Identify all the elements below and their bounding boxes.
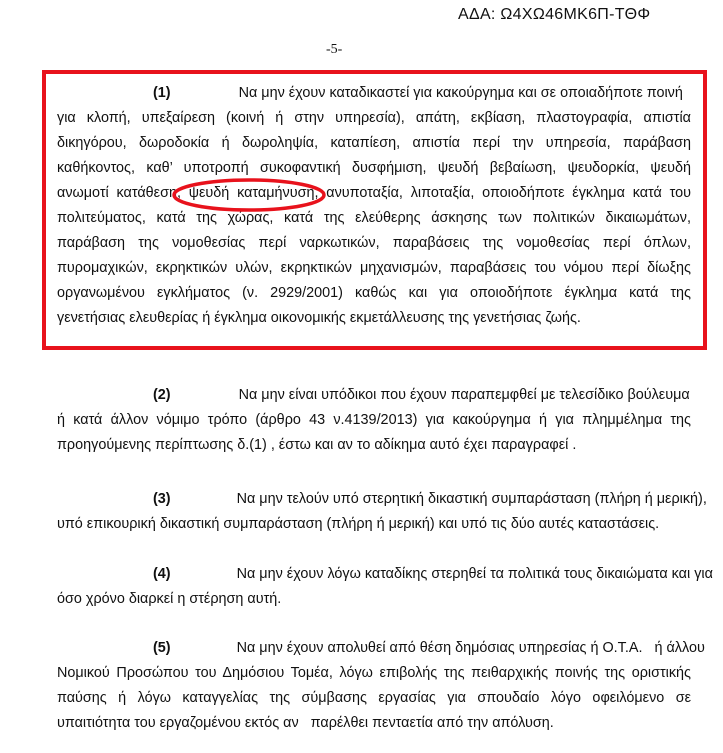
paragraph-2 bbox=[57, 383, 691, 458]
paragraph-line: γενετήσιας ελευθερίας ή έγκλημα οικονομικής εκμετάλλευσης της γενετήσιας ζωής. bbox=[57, 310, 581, 326]
paragraph-text: Να μην είναι υπόδικοι που έχουν παραπεμφθεί με τελεσίδικο βούλευμα bbox=[238, 387, 690, 403]
paragraph-line: προηγούμενης περίπτωσης δ.(1) , έστω και αν το αδίκημα αυτό έχει παραγραφεί . bbox=[57, 437, 577, 453]
paragraph-number: (5) bbox=[153, 640, 171, 656]
paragraph-line: ή κατά άλλον νόμιμο τρόπο (άρθρο 43 ν.4139/2013) για κακούργημα ή για πλημμέλημα της bbox=[57, 412, 691, 428]
paragraph-line: καθήκοντος, καθ’ υποτροπή συκοφαντική δυσφήμιση, ψευδή βεβαίωση, ψευδορκία, ψευδή bbox=[57, 160, 691, 176]
page-number: -5- bbox=[326, 42, 343, 57]
paragraph-line: ανωμοτί κατάθεση, ψευδή καταμήνυση, ανυποταξία, λιποταξία, οποιοδήποτε έγκλημα κατά του bbox=[57, 185, 691, 201]
paragraph-line bbox=[57, 383, 691, 408]
paragraph-line: οργανωμένου εγκλήματος (ν. 2929/2001) καθώς και για οποιοδήποτε έγκλημα κατά της bbox=[57, 285, 691, 301]
paragraph-3 bbox=[57, 487, 707, 537]
paragraph-1 bbox=[57, 81, 691, 331]
paragraph-line: υπαιτιότητα του εργαζομένου εκτός αν παρέλθει πενταετία από την απόλυση. bbox=[57, 715, 554, 731]
paragraph-4 bbox=[57, 562, 713, 612]
paragraph-line: για κλοπή, υπεξαίρεση (κοινή ή στην υπηρεσία), απάτη, εκβίαση, πλαστογραφία, απιστία bbox=[57, 110, 691, 126]
paragraph-text: Να μην έχουν καταδικαστεί για κακούργημα και σε οποιαδήποτε ποινή bbox=[238, 85, 683, 101]
paragraph-line bbox=[57, 487, 707, 512]
paragraph-line: παράβαση της νομοθεσίας περί ναρκωτικών, παραβάσεις της νομοθεσίας περί όπλων, bbox=[57, 235, 691, 251]
paragraph-line bbox=[57, 562, 713, 587]
paragraph-number: (3) bbox=[153, 491, 171, 507]
paragraph-number: (1) bbox=[153, 85, 171, 101]
paragraph-text: Να μην έχουν απολυθεί από θέση δημόσιας υπηρεσίας ή Ο.Τ.Α. ή άλλου bbox=[236, 640, 705, 656]
paragraph-line bbox=[57, 81, 691, 106]
paragraph-line: όσο χρόνο διαρκεί η στέρηση αυτή. bbox=[57, 591, 282, 607]
paragraph-number: (4) bbox=[153, 566, 171, 582]
paragraph-line: πολιτεύματος, κατά της χώρας, κατά της ελεύθερης άσκησης των πολιτικών δικαιωμάτων, bbox=[57, 210, 691, 226]
paragraph-line: υπό επικουρική δικαστική συμπαράσταση (πλήρη ή μερική) και υπό τις δύο αυτές καταστάσεις. bbox=[57, 516, 660, 532]
paragraph-line: πυρομαχικών, εκρηκτικών υλών, εκρηκτικών μηχανισμών, παραβάσεις του νόμου περί δίωξης bbox=[57, 260, 691, 276]
paragraph-line: Νομικού Προσώπου του Δημόσιου Τομέα, λόγω επιβολής της πειθαρχικής ποινής της οριστικής bbox=[57, 665, 691, 681]
ada-code: ΑΔΑ: Ω4ΧΩ46ΜΚ6Π-ΤΘΦ bbox=[458, 6, 651, 23]
paragraph-text: Να μην τελούν υπό στερητική δικαστική συμπαράσταση (πλήρη ή μερική), bbox=[236, 491, 707, 507]
paragraph-number: (2) bbox=[153, 387, 171, 403]
paragraph-line: δικηγόρου, δωροδοκία ή δωροληψία, καταπίεση, απιστία περί την υπηρεσία, παράβαση bbox=[57, 135, 691, 151]
paragraph-5 bbox=[57, 636, 705, 736]
paragraph-line bbox=[57, 636, 705, 661]
paragraph-line: παύσης ή λόγω καταγγελίας της σύμβασης εργασίας για σπουδαίο λόγο οφειλόμενο σε bbox=[57, 690, 691, 706]
paragraph-text: Να μην έχουν λόγω καταδίκης στερηθεί τα πολιτικά τους δικαιώματα και για bbox=[236, 566, 713, 582]
